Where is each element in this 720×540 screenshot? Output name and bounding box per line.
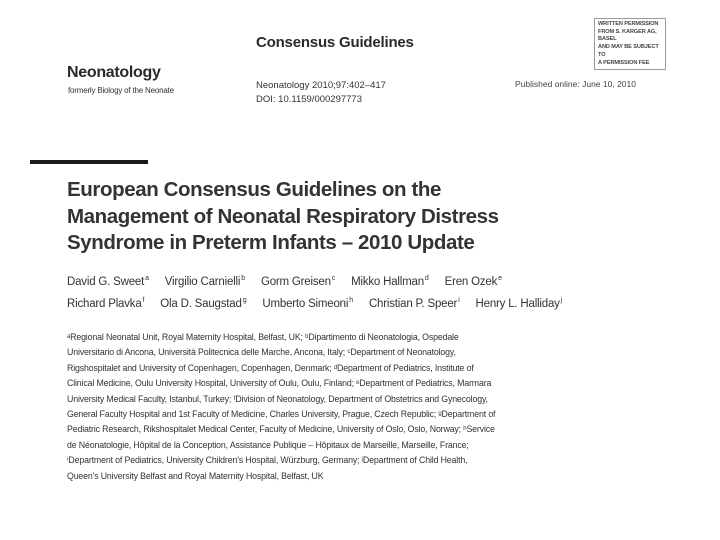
- published-date: Published online: June 10, 2010: [515, 79, 636, 89]
- author-affiliation-mark: f: [142, 297, 145, 304]
- author-affiliation-mark: b: [241, 275, 245, 282]
- section-rule: [30, 160, 148, 164]
- affiliation-line: ᵃRegional Neonatal Unit, Royal Maternity Hospital, Belfast, UK; ᵇDipartimento di Neonatologia, Ospedale: [67, 332, 459, 342]
- author: [262, 298, 353, 310]
- article-title: [67, 177, 547, 257]
- author-affiliation-mark: a: [145, 275, 149, 282]
- author-name: Ola D. Saugstad: [160, 297, 242, 310]
- citation-volume: Neonatology 2010;97:402–417: [256, 80, 386, 91]
- author-affiliation-mark: h: [349, 297, 353, 304]
- author: [67, 298, 144, 310]
- journal-name: Neonatology: [67, 64, 161, 81]
- author: [351, 276, 429, 288]
- citation-doi: DOI: 10.1159/000297773: [256, 94, 362, 105]
- author-name: Christian P. Speer: [368, 297, 458, 310]
- author-affiliation-mark: j: [560, 297, 563, 304]
- title-line: Management of Neonatal Respiratory Distress: [67, 204, 499, 228]
- affiliation-line: General Faculty Hospital and 1st Faculty of Medicine, Charles University, Prague, Czech Republic; ᵍDepartment of: [67, 409, 496, 420]
- author-affiliation-mark: g: [242, 297, 247, 304]
- author-affiliation-mark: e: [498, 275, 502, 282]
- author: [165, 276, 245, 288]
- section-title: Consensus Guidelines: [256, 34, 414, 51]
- permission-notice: [594, 18, 666, 70]
- affiliation-line: Rigshospitalet and University of Copenhagen, Copenhagen, Denmark; ᵈDepartment of Pediatrics, Institute of: [67, 362, 474, 373]
- permission-line: AND MAY BE SUBJECT TO: [598, 44, 659, 58]
- title-line: European Consensus Guidelines on the: [67, 178, 442, 201]
- author-name: Mikko Hallman: [351, 275, 424, 288]
- affiliations: [67, 330, 529, 484]
- permission-line: WRITTEN PERMISSION: [598, 21, 659, 27]
- author-name: Richard Plavka: [67, 297, 142, 310]
- affiliation-line: Clinical Medicine, Oulu University Hospital, University of Oulu, Oulu, Finland; ᵉDepartment of Pediatrics, Marmara: [67, 378, 492, 389]
- author-name: Umberto Simeoni: [262, 297, 349, 310]
- affiliation-line: Universitario di Ancona, Università Politecnica delle Marche, Ancona, Italy; ᶜDepartment of Neonatology,: [67, 347, 456, 358]
- affiliation-line: Pediatric Research, Rikshospitalet Medical Center, Faculty of Medicine, University of Oslo, Oslo, Norway; ʰService: [67, 424, 495, 435]
- author: [261, 276, 335, 288]
- author-affiliation-mark: d: [424, 275, 429, 282]
- author: [476, 298, 563, 310]
- affiliation-line: ⁱDepartment of Pediatrics, University Children's Hospital, Würzburg, Germany; ʲDepartment of Child Health,: [67, 455, 468, 466]
- affiliation-line: Queen's University Belfast and Royal Maternity Hospital, Belfast, UK: [67, 470, 324, 481]
- authors-row: [67, 275, 515, 288]
- author-name: Eren Ozek: [444, 275, 498, 288]
- citation-block: [256, 79, 386, 107]
- author-name: Henry L. Halliday: [475, 297, 560, 310]
- affiliation-line: University Medical Faculty, Istanbul, Turkey; ᶠDivision of Neonatology, Department of Obstetrics and Gynecology,: [67, 393, 488, 404]
- author-name: Gorm Greisen: [260, 275, 331, 288]
- author-affiliation-mark: i: [458, 297, 460, 304]
- permission-line: A PERMISSION FEE: [598, 59, 650, 66]
- journal-subtitle: formerly Biology of the Neonate: [68, 86, 174, 95]
- author: [369, 298, 460, 310]
- author-name: Virgilio Carnielli: [164, 275, 241, 288]
- permission-line: FROM S. KARGER AG, BASEL: [598, 28, 657, 43]
- author: [67, 276, 149, 288]
- author-affiliation-mark: c: [331, 275, 336, 282]
- author: [160, 298, 246, 310]
- authors-row: [67, 297, 575, 310]
- author: [445, 276, 502, 288]
- author-name: David G. Sweet: [67, 275, 145, 288]
- title-line: Syndrome in Preterm Infants – 2010 Update: [67, 231, 475, 254]
- affiliation-line: de Néonatologie, Hôpital de la Conception, Assistance Publique – Hôpitaux de Marseille, Marseille, France;: [67, 439, 469, 450]
